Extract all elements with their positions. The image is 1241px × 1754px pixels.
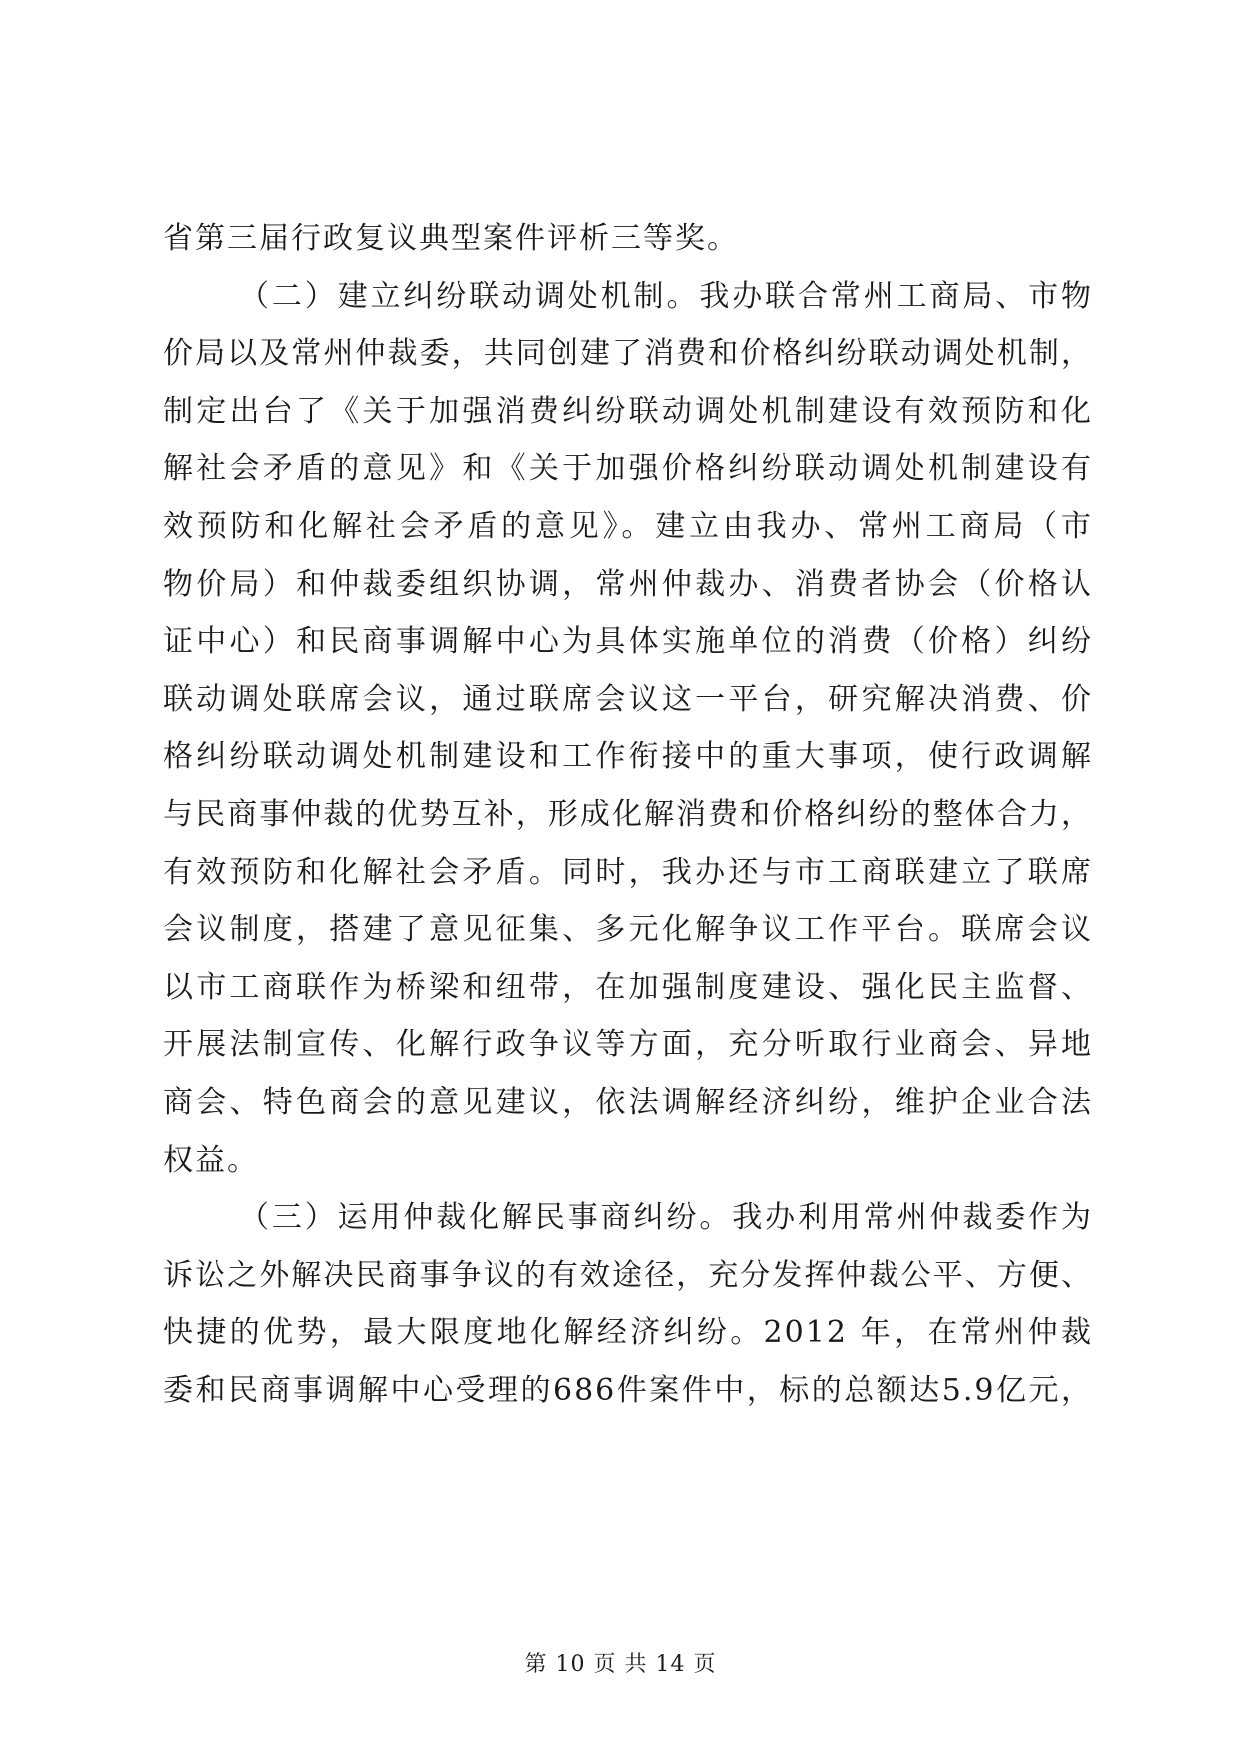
- text-line: 制定出台了《关于加强消费纠纷联动调处机制建设有效预防和化: [163, 393, 1093, 429]
- text-line: 价局以及常州仲裁委，共同创建了消费和价格纠纷联动调处机制，: [163, 336, 1093, 372]
- text-line: 商会、特色商会的意见建议，依法调解经济纠纷，维护企业合法: [163, 1084, 1093, 1120]
- text-line: 效预防和化解社会矛盾的意见》。建立由我办、常州工商局（市: [163, 508, 1093, 544]
- text-line: 委和民商事调解中心受理的686件案件中，标的总额达5.9亿元，: [163, 1372, 1093, 1408]
- text-line: 格纠纷联动调处机制建设和工作衔接中的重大事项，使行政调解: [163, 739, 1093, 775]
- text-line: 权益。: [163, 1142, 259, 1178]
- body-text: [163, 210, 1093, 1419]
- text-line: 快捷的优势，最大限度地化解经济纠纷。2012 年，在常州仲裁: [163, 1315, 1093, 1351]
- text-line: 开展法制宣传、化解行政争议等方面，充分听取行业商会、异地: [163, 1027, 1093, 1063]
- text-line: 以市工商联作为桥梁和纽带，在加强制度建设、强化民主监督、: [163, 969, 1093, 1005]
- text-line: 会议制度，搭建了意见征集、多元化解争议工作平台。联席会议: [163, 912, 1093, 948]
- text-line: （二）建立纠纷联动调处机制。我办联合常州工商局、市物: [239, 278, 1093, 314]
- text-line: 有效预防和化解社会矛盾。同时，我办还与市工商联建立了联席: [163, 854, 1093, 890]
- text-line: 解社会矛盾的意见》和《关于加强价格纠纷联动调处机制建设有: [163, 451, 1093, 487]
- text-line: 与民商事仲裁的优势互补，形成化解消费和价格纠纷的整体合力，: [163, 796, 1093, 832]
- text-line: 诉讼之外解决民商事争议的有效途径，充分发挥仲裁公平、方便、: [163, 1257, 1093, 1293]
- text-line: 省第三届行政复议典型案件评析三等奖。: [163, 221, 739, 256]
- text-line: 证中心）和民商事调解中心为具体实施单位的消费（价格）纠纷: [163, 624, 1093, 660]
- text-line: 联动调处联席会议，通过联席会议这一平台，研究解决消费、价: [163, 681, 1093, 717]
- page-footer: 第 10 页 共 14 页: [524, 1652, 717, 1677]
- text-line: 物价局）和仲裁委组织协调，常州仲裁办、消费者协会（价格认: [163, 566, 1093, 602]
- text-line: （三）运用仲裁化解民事商纠纷。我办利用常州仲裁委作为: [239, 1200, 1093, 1236]
